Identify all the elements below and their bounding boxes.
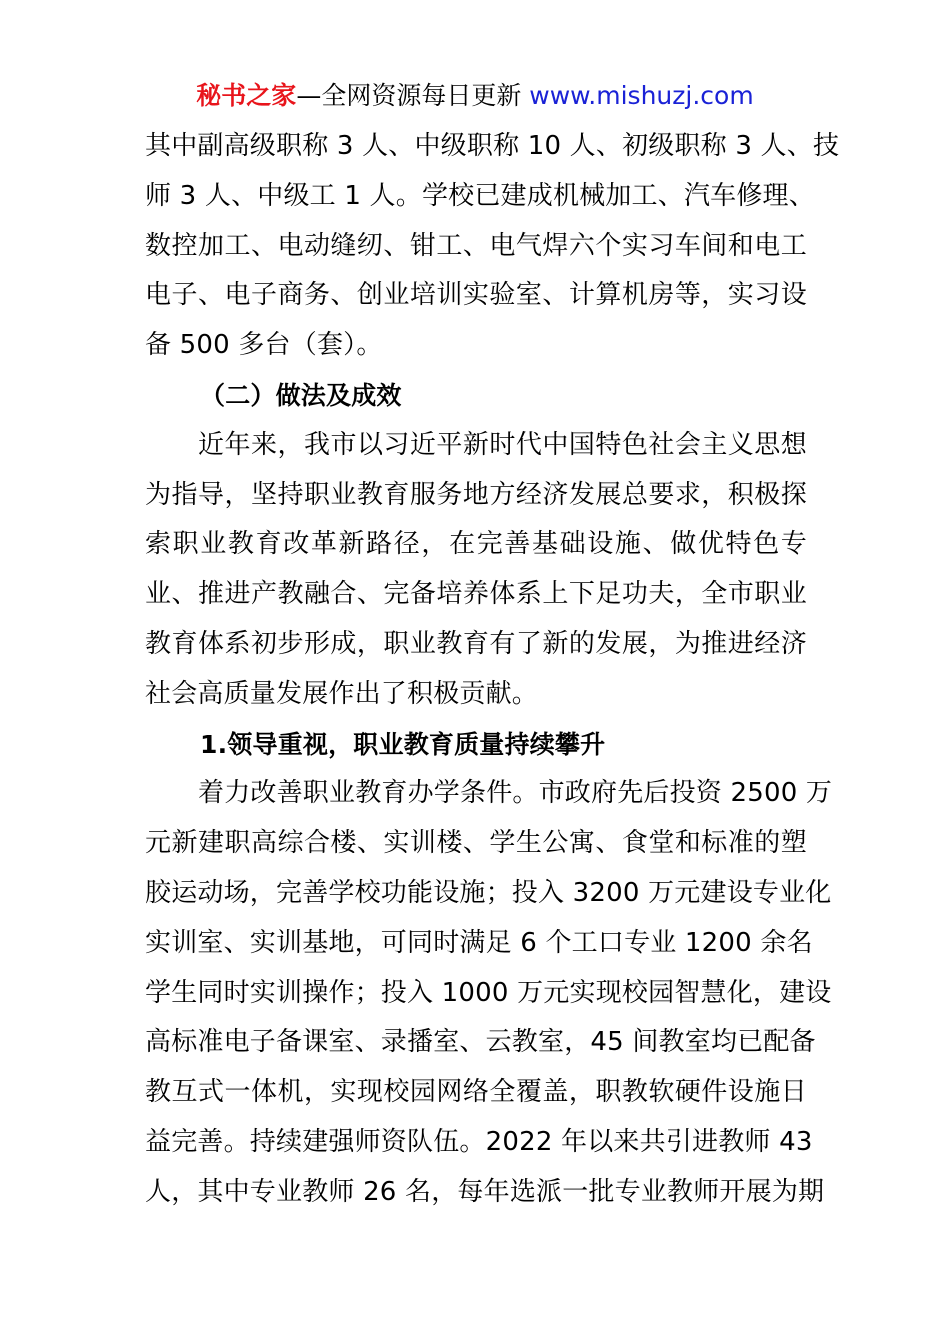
text-line: 数控加工、电动缝纫、钳工、电气焊六个实习车间和电工 (145, 230, 807, 261)
text-line: 教育体系初步形成，职业教育有了新的发展，为推进经济 (145, 628, 807, 659)
site-url[interactable]: www.mishuzj.com (529, 81, 754, 110)
text-line: 元新建职高综合楼、实训楼、学生公寓、食堂和标准的塑 (145, 828, 807, 859)
text-line: 教互式一体机，实现校园网络全覆盖，职教软硬件设施日 (145, 1077, 807, 1108)
text-line: 人，其中专业教师 26 名，每年选派一批专业教师开展为期 (145, 1176, 825, 1207)
text-line: 业、推进产教融合、完备培养体系上下足功夫，全市职业 (145, 579, 807, 610)
subsection-heading: 1.领导重视，职业教育质量持续攀升 (200, 729, 606, 759)
text-line: 其中副高级职称 3 人、中级职称 10 人、初级职称 3 人、技 (145, 131, 840, 161)
text-line: 胶运动场，完善学校功能设施；投入 3200 万元建设专业化 (145, 877, 832, 908)
site-brand: 秘书之家 (196, 81, 297, 110)
text-line: 备 500 多台（套）。 (145, 330, 383, 361)
text-line: 师 3 人、中级工 1 人。学校已建成机械加工、汽车修理、 (145, 180, 815, 211)
text-line: 高标准电子备课室、录播室、云教室，45 间教室均已配备 (145, 1027, 816, 1058)
text-line: 着力改善职业教育办学条件。市政府先后投资 2500 万 (198, 778, 833, 809)
text-line: 近年来，我市以习近平新时代中国特色社会主义思想 (198, 429, 807, 460)
text-line: 电子、电子商务、创业培训实验室、计算机房等，实习设 (145, 280, 807, 311)
section-heading: （二）做法及成效 (200, 380, 402, 410)
site-tagline: —全网资源每日更新 (296, 81, 530, 110)
text-line: 实训室、实训基地，可同时满足 6 个工口专业 1200 余名 (145, 927, 813, 958)
text-line: 为指导，坚持职业教育服务地方经济发展总要求，积极探 (145, 479, 807, 510)
text-line: 益完善。持续建强师资队伍。2022 年以来共引进教师 43 (145, 1126, 813, 1157)
site-header (0, 80, 950, 112)
text-line: 学生同时实训操作；投入 1000 万元实现校园智慧化，建设 (145, 977, 832, 1008)
text-line: 社会高质量发展作出了积极贡献。 (145, 678, 539, 709)
text-line: 索职业教育改革新路径，在完善基础设施、做优特色专 (145, 529, 807, 560)
body-text (145, 122, 840, 1218)
